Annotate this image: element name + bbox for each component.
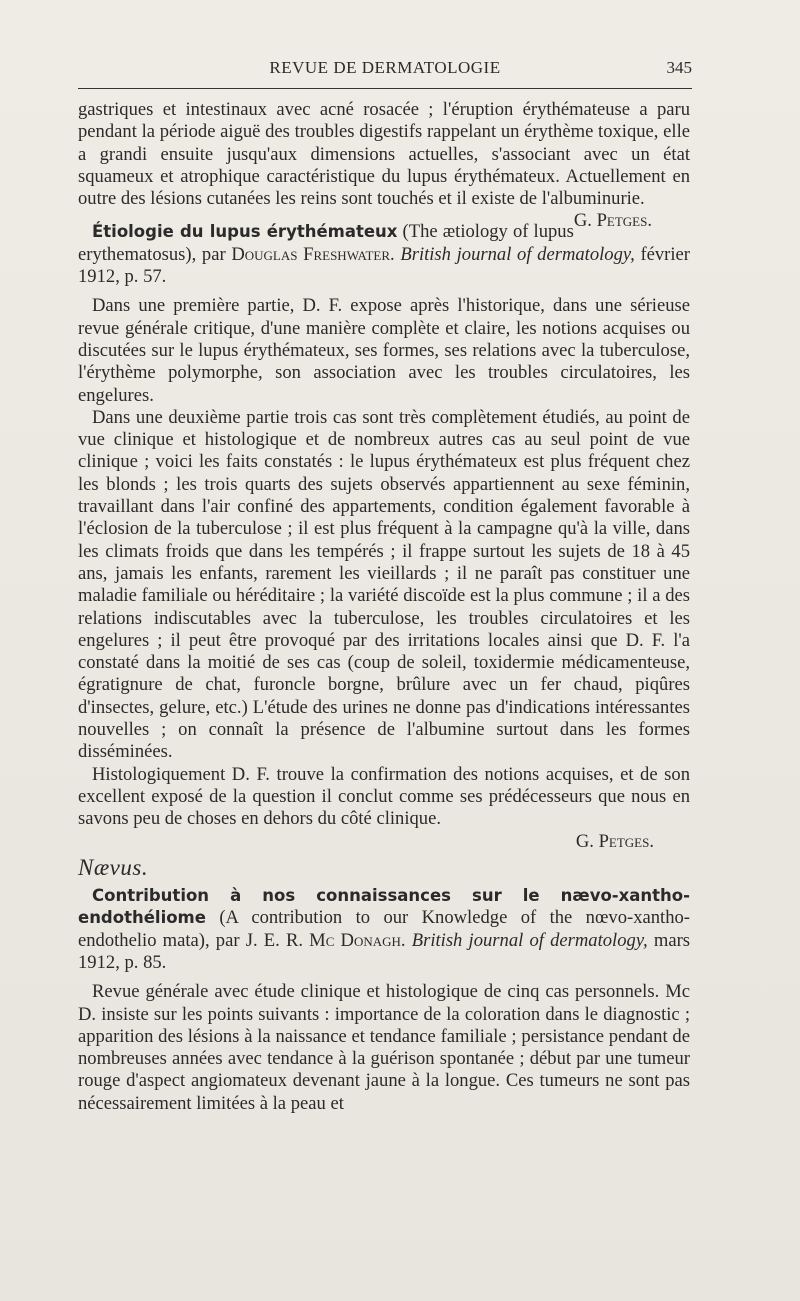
article-journal: British journal of dermatology, bbox=[400, 243, 635, 265]
article-paragraph: Revue générale avec étude clinique et histologique de cinq cas personnels. Mc D. insiste sur les points suivants : importance de la coloration dans le diagnostic ; apparition des lésions à la naissance et tendance familiale ; persistance pendant de nombreuses années avec tendance à la guérison spontanée ; début par une tumeur rouge d'aspect angiomateux devenant jaune à la longue. Ces tumeurs ne sont pas nécessairement limitées à la peau et bbox=[78, 981, 690, 1114]
article-author: J. E. R. Mc Donagh bbox=[245, 929, 401, 951]
article-paragraph: Histologiquement D. F. trouve la confirmation des notions acquises, et de son excellent exposé de la question il conclut comme ses prédécesseurs que nous en savons peu de choses en dehors du côté clinique. bbox=[78, 763, 690, 830]
page-body bbox=[78, 99, 690, 1115]
article-author-separator: . bbox=[400, 929, 412, 951]
article-heading bbox=[78, 885, 690, 974]
article-date-page: février 1912, p. 57. bbox=[78, 243, 690, 288]
signature: G. Petges. bbox=[573, 210, 652, 232]
article-date-page: mars 1912, p. 85. bbox=[78, 929, 691, 973]
article-title: Contribution à nos connaissances sur le nævo-xantho-endothéliome bbox=[78, 886, 690, 928]
article-title: Étiologie du lupus érythémateux bbox=[92, 222, 398, 242]
article-english-title: (The ætiology of lupus erythematosus), par bbox=[78, 221, 574, 265]
continued-paragraph-text: gastriques et intestinaux avec acné rosacée ; l'éruption érythémateuse a paru pendant la période aiguë des troubles digestifs rappelant un érythème toxique, elle a grandi ensuite jusqu'aux dimensions actuelles, s'associant avec un état squameux et atrophique caractéristique du lupus érythémateux. Actuellement en outre des lésions cutanées les reins sont touchés et il existe de l'albuminurie. bbox=[78, 99, 690, 210]
article-paragraph: Dans une deuxième partie trois cas sont très complètement étudiés, au point de vue clinique et histologique et de nombreux autres cas au seul point de vue clinique ; voici les faits constatés : le lupus érythémateux est plus fréquent chez les blonds ; les trois quarts des sujets observés appartiennent au sexe féminin, travaillant dans l'air confiné des appartements, condition également favorable à l'éclosion de la tuberculose ; il est plus fréquent à la campagne qu'à la ville, dans les climats froids que dans les tempérés ; il frappe surtout les sujets de 18 à 45 ans, jamais les enfants, rarement les vieillards ; il ne paraît pas constituer une maladie familiale ou héréditaire ; la variété discoïde est la plus commune ; il a des relations indiscutables avec la tuberculose, les troubles circulatoires et les engelures ; il peut être provoqué par des irritations locales ainsi que D. F. l'a constaté dans la moitié de ses cas (coup de soleil, toxidermie médicamenteuse, égratignure de chat, furoncle borgne, brûlure avec un fer chaud, piqûres d'insectes, gelure, etc.) L'étude des urines ne donne pas d'indications intéressantes nouvelles ; on connaît la présence de l'albumine surtout dans les formes disséminées. bbox=[78, 406, 690, 763]
article-journal: British journal of dermatology, bbox=[411, 929, 648, 951]
article-author-separator: . bbox=[390, 243, 401, 265]
article-english-title: (A contribution to our Knowledge of the nœvo-xantho-endothelio mata), par bbox=[78, 907, 690, 951]
header-rule bbox=[78, 88, 692, 89]
signature: G. Petges. bbox=[575, 830, 654, 852]
page-number: 345 bbox=[666, 58, 692, 77]
section-heading: Nævus. bbox=[78, 854, 149, 880]
article-author: Douglas Freshwater bbox=[231, 243, 391, 265]
article-paragraph: Dans une première partie, D. F. expose après l'historique, dans une sérieuse revue générale critique, d'une manière complète et claire, les notions acquises ou discutées sur le lupus érythémateux, ses formes, ses relations avec la tuberculose, l'érythème polymorphe, son association avec les troubles circulatoires, les engelures. bbox=[78, 295, 690, 406]
running-title: REVUE DE DERMATOLOGIE bbox=[269, 58, 501, 77]
page-header bbox=[78, 58, 692, 86]
